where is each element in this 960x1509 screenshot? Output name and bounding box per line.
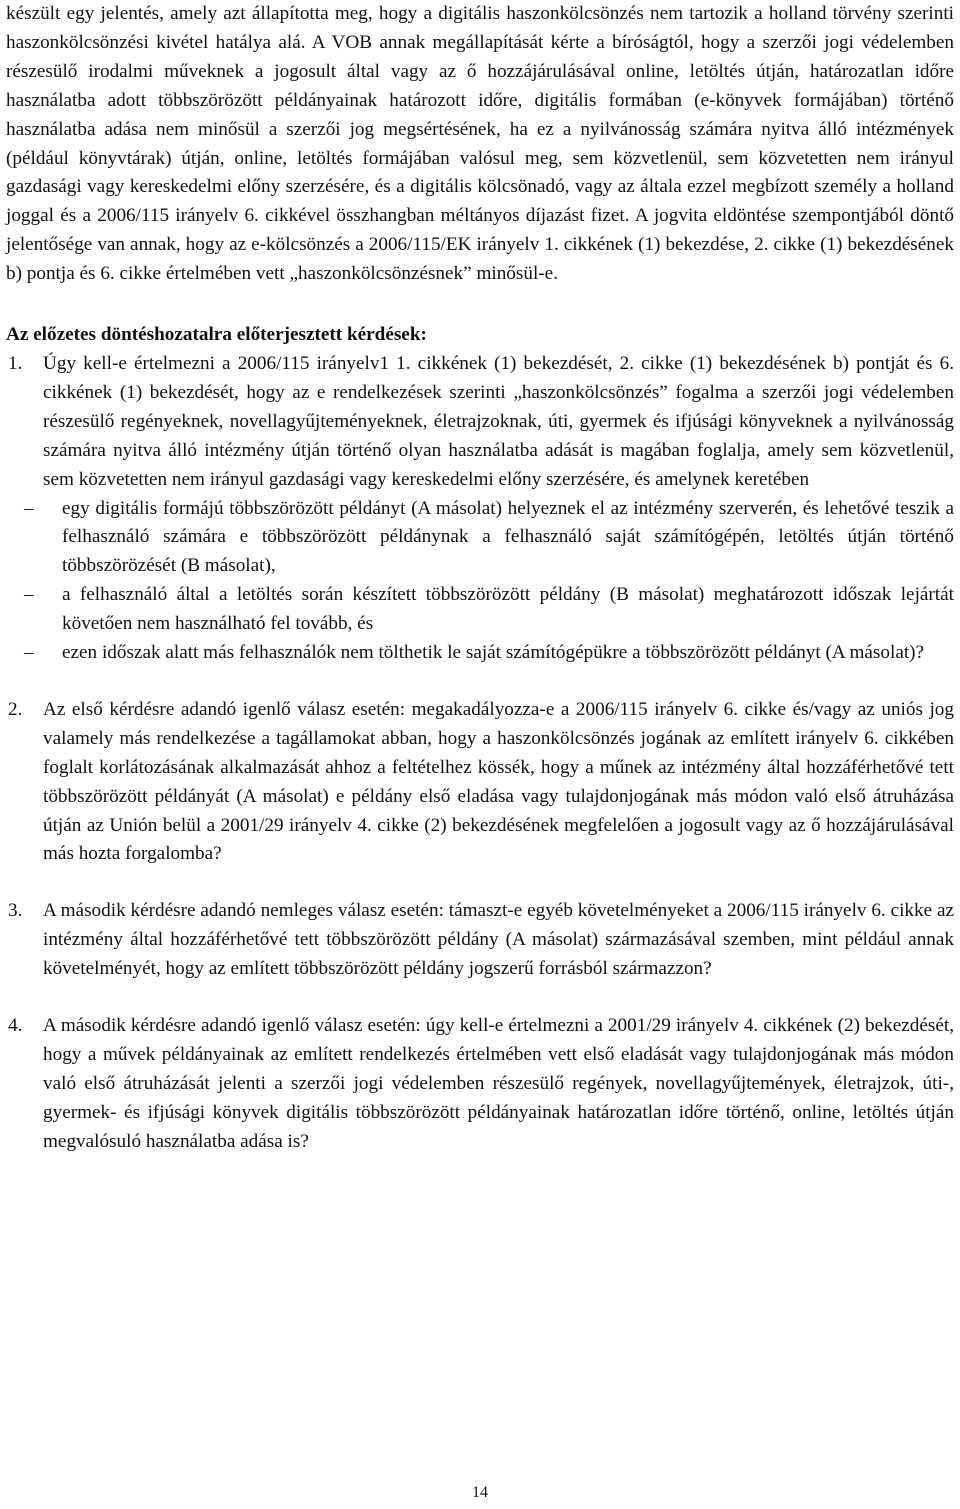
intro-paragraph: készült egy jelentés, amely azt állapította meg, hogy a digitális haszonkölcsönzés nem tartozik a holland törvény szerinti haszonkölcsönzési kivétel hatálya alá. A VOB annak megállapítását kérte a bíróságtól, hogy a szerzői jogi védelemben részesülő irodalmi műveknek a jogosult által vagy az ő hozzájárulásával online, letöltés útján, határozatlan időre használatba adott többszörözött példányainak határozott időre, digitális formában (e-könyvek formájában) történő használatba adása nem minősül a szerzői jog megsértésének, ha ez a nyilvánosság számára nyitva álló intézmények (például könyvtárak) útján, online, letöltés formájában valósul meg, sem közvetlenül, sem közvetetten nem irányul gazdasági vagy kereskedelmi előny szerzésére, és a digitális kölcsönadó, vagy az általa ezzel megbízott személy a holland joggal és a 2006/115 irányelv 6. cikkével összhangban méltányos díjazást fizet. A jogvita eldöntése szempontjából döntő jelentősége van annak, hogy az e-kölcsönzés a 2006/115/EK irányelv 1. cikkének (1) bekezdése, 2. cikke (1) bekezdésének b) pontja és 6. cikke értelmében vett „haszonkölcsönzésnek” minősül-e. xyxy=(6,3,954,285)
question-1-bullets xyxy=(24,495,954,668)
bullet-text: ezen időszak alatt más felhasználók nem tölthetik le saját számítógépükre a többszörözött példányt (A másolat)? xyxy=(62,642,925,664)
page-number: 14 xyxy=(472,1484,488,1501)
bullet-text: a felhasználó által a letöltés során készített többszörözött példány (B másolat) meghatározott időszak lejártát követően nem használható fel tovább, és xyxy=(62,584,954,635)
bullet-text: egy digitális formájú többszörözött példányt (A másolat) helyeznek el az intézmény szerverén, és lehetővé teszik a felhasználó számára e többszörözött példánynak a felhasználó saját számítógépén, letöltés útján történő többszörözését (B másolat), xyxy=(62,497,954,577)
document-page xyxy=(6,0,954,1157)
bullet-item xyxy=(6,581,954,639)
question-text: A második kérdésre adandó igenlő válasz esetén: úgy kell-e értelmezni a 2001/29 irányelv 4. cikkének (2) bekezdését, hogy a művek példányainak az említett rendelkezés értelmében vett első eladását vagy tulajdonjogának más módon való első átruházását jelenti a szerzői jogi védelemben részesülő regények, novellagyűjtemények, életrajzok, úti-, gyermek- és ifjúsági könyvek digitális többszörözött példányainak határozatlan időre történő, online, letöltés útján megvalósuló használatba adása is? xyxy=(43,1015,954,1152)
question-text: Az első kérdésre adandó igenlő válasz esetén: megakadályozza-e a 2006/115 irányelv 6. cikke és/vagy az uniós jog valamely más rendelkezése a tagállamokat abban, hogy a haszonkölcsönzés jogának az említett irányelv 6. cikkében foglalt korlátozásának alkalmazását ahhoz a feltételhez kössék, hogy a műnek az intézmény által hozzáférhetővé tett többszörözött példányát (A másolat) e példány első eladása vagy tulajdonjogának más módon való első átruházása útján az Unión belül a 2001/29 irányelv 4. cikke (2) bekezdésének megfelelően a jogosult vagy az ő hozzájárulásával más hozta forgalomba? xyxy=(43,698,954,865)
bullet-item xyxy=(6,639,954,668)
dash-marker: – xyxy=(24,584,34,606)
questions-heading: Az előzetes döntéshozatalra előterjesztett kérdések: xyxy=(6,324,427,346)
question-number: 1. xyxy=(8,352,23,374)
question-4 xyxy=(6,1012,954,1157)
question-number: 3. xyxy=(8,900,23,922)
question-2 xyxy=(6,696,954,869)
dash-marker: – xyxy=(24,497,34,519)
bullet-item xyxy=(6,495,954,582)
question-1 xyxy=(6,350,954,668)
questions-list xyxy=(6,350,954,1157)
dash-marker: – xyxy=(24,642,34,664)
question-text: A második kérdésre adandó nemleges válasz esetén: támaszt-e egyéb követelményeket a 2006/115 irányelv 6. cikke az intézmény által hozzáférhetővé tett többszörözött példány (A másolat) származásával szemben, mint például annak követelményét, hogy az említett többszörözött példány jogszerű forrásból származzon? xyxy=(43,900,954,980)
question-3 xyxy=(6,897,954,984)
question-number: 2. xyxy=(8,698,23,720)
question-number: 4. xyxy=(8,1015,23,1037)
question-text: Úgy kell-e értelmezni a 2006/115 irányelv1 1. cikkének (1) bekezdését, 2. cikke (1) bekezdésének b) pontját és 6. cikkének (1) bekezdését, hogy az e rendelkezések szerinti „haszonkölcsönzés” fogalma a szerzői jogi védelemben részesülő regényeknek, novellagyűjteményeknek, életrajzoknak, úti, gyermek és ifjúsági könyveknek a nyilvánosság számára nyitva álló intézmény útján történő olyan használatba adását is magában foglalja, amely sem közvetlenül, sem közvetetten nem irányul gazdasági vagy kereskedelmi előny szerzésére, és amelynek keretében xyxy=(43,352,954,490)
